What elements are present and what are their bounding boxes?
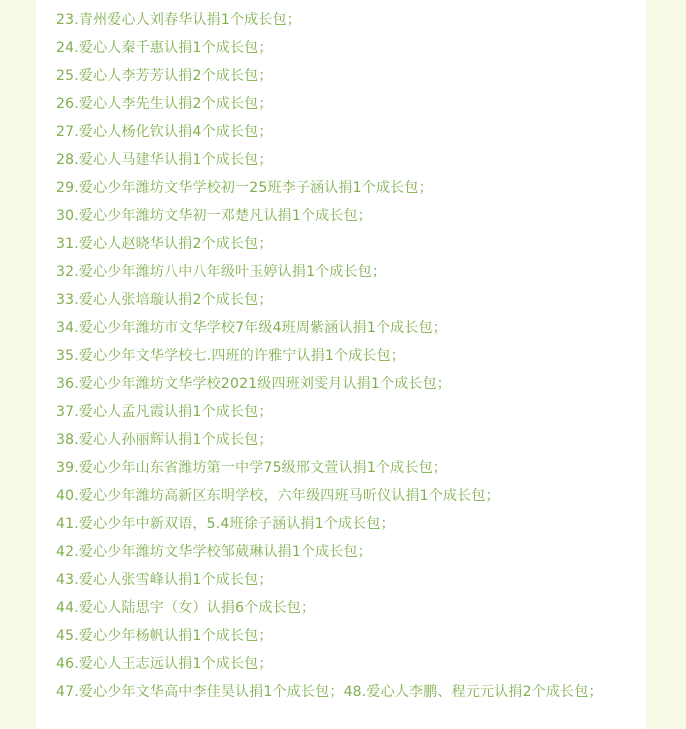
donor-line-30: 30.爱心少年潍坊文华初一邓楚凡认捐1个成长包； <box>56 208 372 224</box>
donor-line-34: 34.爱心少年潍坊市文华学校7年级4班周紫涵认捐1个成长包； <box>56 320 447 336</box>
donor-line-33: 33.爱心人张培璇认捐2个成长包； <box>56 292 273 308</box>
donor-line-46: 46.爱心人王志远认捐1个成长包； <box>56 656 273 672</box>
donor-line-24: 24.爱心人秦千惠认捐1个成长包； <box>56 40 273 56</box>
donor-line-38: 38.爱心人孙丽辉认捐1个成长包； <box>56 432 273 448</box>
donor-list <box>56 6 616 706</box>
donor-line-26: 26.爱心人李先生认捐2个成长包； <box>56 96 273 112</box>
donor-line-37: 37.爱心人孟凡霞认捐1个成长包； <box>56 404 273 420</box>
donor-line-42: 42.爱心少年潍坊文华学校邹葳琳认捐1个成长包； <box>56 544 372 560</box>
donor-line-32: 32.爱心少年潍坊八中八年级叶玉婷认捐1个成长包； <box>56 264 387 280</box>
donor-line-45: 45.爱心少年杨帆认捐1个成长包； <box>56 628 273 644</box>
donor-line-36: 36.爱心少年潍坊文华学校2021级四班刘雯月认捐1个成长包； <box>56 376 451 392</box>
donor-line-40: 40.爱心少年潍坊高新区东明学校，六年级四班马昕仪认捐1个成长包； <box>56 488 500 504</box>
donor-line-47-48: 47.爱心少年文华高中李佳昊认捐1个成长包；48.爱心人李鹏、程元元认捐2个成长包； <box>56 684 603 700</box>
donor-line-39: 39.爱心少年山东省潍坊第一中学75级邢文萱认捐1个成长包； <box>56 460 447 476</box>
donor-line-23: 23.青州爱心人刘春华认捐1个成长包； <box>56 12 301 28</box>
donor-line-28: 28.爱心人马建华认捐1个成长包； <box>56 152 273 168</box>
donor-line-43: 43.爱心人张雪峰认捐1个成长包； <box>56 572 273 588</box>
donor-line-31: 31.爱心人赵晓华认捐2个成长包； <box>56 236 273 252</box>
left-margin-band <box>0 0 36 729</box>
donor-line-35: 35.爱心少年文华学校七.四班的许雅宁认捐1个成长包； <box>56 348 406 364</box>
donor-line-25: 25.爱心人李芳芳认捐2个成长包； <box>56 68 273 84</box>
donor-line-29: 29.爱心少年潍坊文华学校初一25班李子涵认捐1个成长包； <box>56 180 433 196</box>
right-margin-band <box>646 0 686 729</box>
donor-line-41: 41.爱心少年中新双语，5.4班徐子涵认捐1个成长包； <box>56 516 395 532</box>
donor-line-27: 27.爱心人杨化钦认捐4个成长包； <box>56 124 273 140</box>
donor-line-44: 44.爱心人陆思宇（女）认捐6个成长包； <box>56 600 316 616</box>
